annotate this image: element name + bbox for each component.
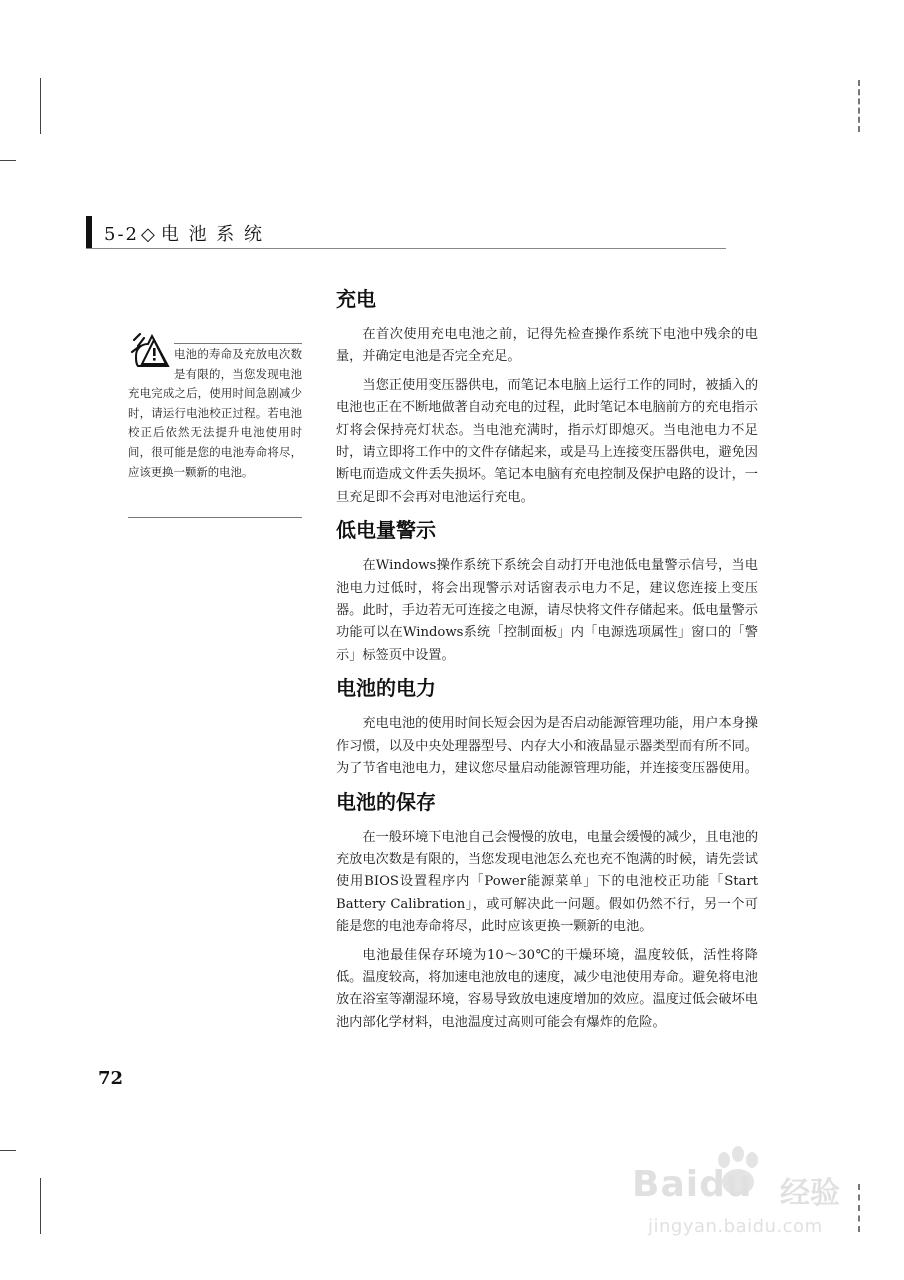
- section-battery-storage: [336, 787, 758, 1035]
- section-number: 5-2: [104, 224, 139, 245]
- watermark-url: jingyan.baidu.com: [648, 1216, 823, 1237]
- section-low-battery-warning: [336, 515, 758, 667]
- header-bar: [86, 216, 92, 248]
- main-column: [336, 284, 758, 1040]
- paragraph: 当您正使用变压器供电，而笔记本电脑上运行工作的同时，被插入的电池也正在不断地做著自动充电的过程，此时笔记本电脑前方的充电指示灯将会保持亮灯状态。当电池充满时，指示灯即熄灭。当电池电力不足时，请立即将工作中的文件存储起来，或是马上连接变压器供电，避免因断电而造成文件丢失损坏。笔记本电脑有充电控制及保护电路的设计，一旦充足即不会再对电池运行充电。: [336, 377, 759, 505]
- paragraph: 在一般环境下电池自己会慢慢的放电，电量会缓慢的减少，且电池的充放电次数是有限的，当您发现电池怎么充也充不饱满的时候，请先尝试使用BIOS设置程序内「Power能源菜单」下的电池校正功能「Start Battery Calibration」，或可解决此一问题。假如仍然不行，另一个可能是您的电池寿命将尽，此时应该更换一颗新的电池。: [336, 829, 759, 935]
- watermark-logo-du: du: [699, 1164, 753, 1205]
- section-battery-power: [336, 673, 758, 780]
- note-bottom-rule: [128, 517, 302, 518]
- paragraph: 在首次使用充电电池之前，记得先检查操作系统下电池中残余的电量，并确定电池是否完全充足。: [336, 327, 758, 365]
- crop-mark-bottom-left: [40, 1178, 41, 1234]
- section-heading: 低电量警示: [336, 518, 436, 543]
- paragraph: 充电电池的使用时间长短会因为是否启动能源管理功能，用户本身操作习惯，以及中央处理器型号、内存大小和液晶显示器类型而有所不同。为了节省电池电力，建议您尽量启动能源管理功能，并连接变压器使用。: [336, 716, 759, 777]
- crop-mark-top-left: [40, 78, 41, 134]
- watermark-logo: [632, 1164, 752, 1205]
- note-top-rule: [174, 343, 302, 344]
- crop-mark-left-upper: [0, 160, 16, 161]
- section-heading: 电池的保存: [336, 789, 436, 814]
- section-heading: 电池的电力: [336, 676, 436, 701]
- section-title: 电 池 系 统: [160, 224, 265, 245]
- diamond-icon: ◇: [141, 224, 157, 245]
- crop-mark-top-right: [858, 80, 860, 132]
- watermark-logo-bai: Bai: [632, 1164, 700, 1205]
- page-number: 72: [98, 1068, 124, 1089]
- sidebar-note-text: 电池的寿命及充放电次数是有限的，当您发现电池充电完成之后，使用时间急剧减少时，请运行电池校正过程。若电池校正后依然无法提升电池使用时间，很可能是您的电池寿命将尽，应该更换一颗新的电池。: [128, 347, 302, 479]
- crop-mark-left-lower: [0, 1150, 16, 1151]
- running-header: [104, 220, 264, 246]
- section-charging: [336, 284, 758, 509]
- paragraph: 在Windows操作系统下系统会自动打开电池低电量警示信号，当电池电力过低时，将会出现警示对话窗表示电力不足，建议您连接上变压器。此时，手边若无可连接之电源，请尽快将文件存储起来。低电量警示功能可以在Windows系统「控制面板」内「电源选项属性」窗口的「警示」标签页中设置。: [336, 558, 758, 663]
- watermark-brand: 经验: [780, 1176, 840, 1211]
- baidu-jingyan-watermark: [632, 1144, 882, 1244]
- paragraph: 电池最佳保存环境为10～30℃的干燥环境，温度较低，活性将降低。温度较高，将加速电池放电的速度，减少电池使用寿命。避免将电池放在浴室等潮湿环境，容易导致放电速度增加的效应。温度过低会破坏电池内部化学材料，电池温度过高则可能会有爆炸的危险。: [336, 947, 758, 1030]
- header-rule: [86, 248, 726, 249]
- section-heading: 充电: [336, 287, 376, 311]
